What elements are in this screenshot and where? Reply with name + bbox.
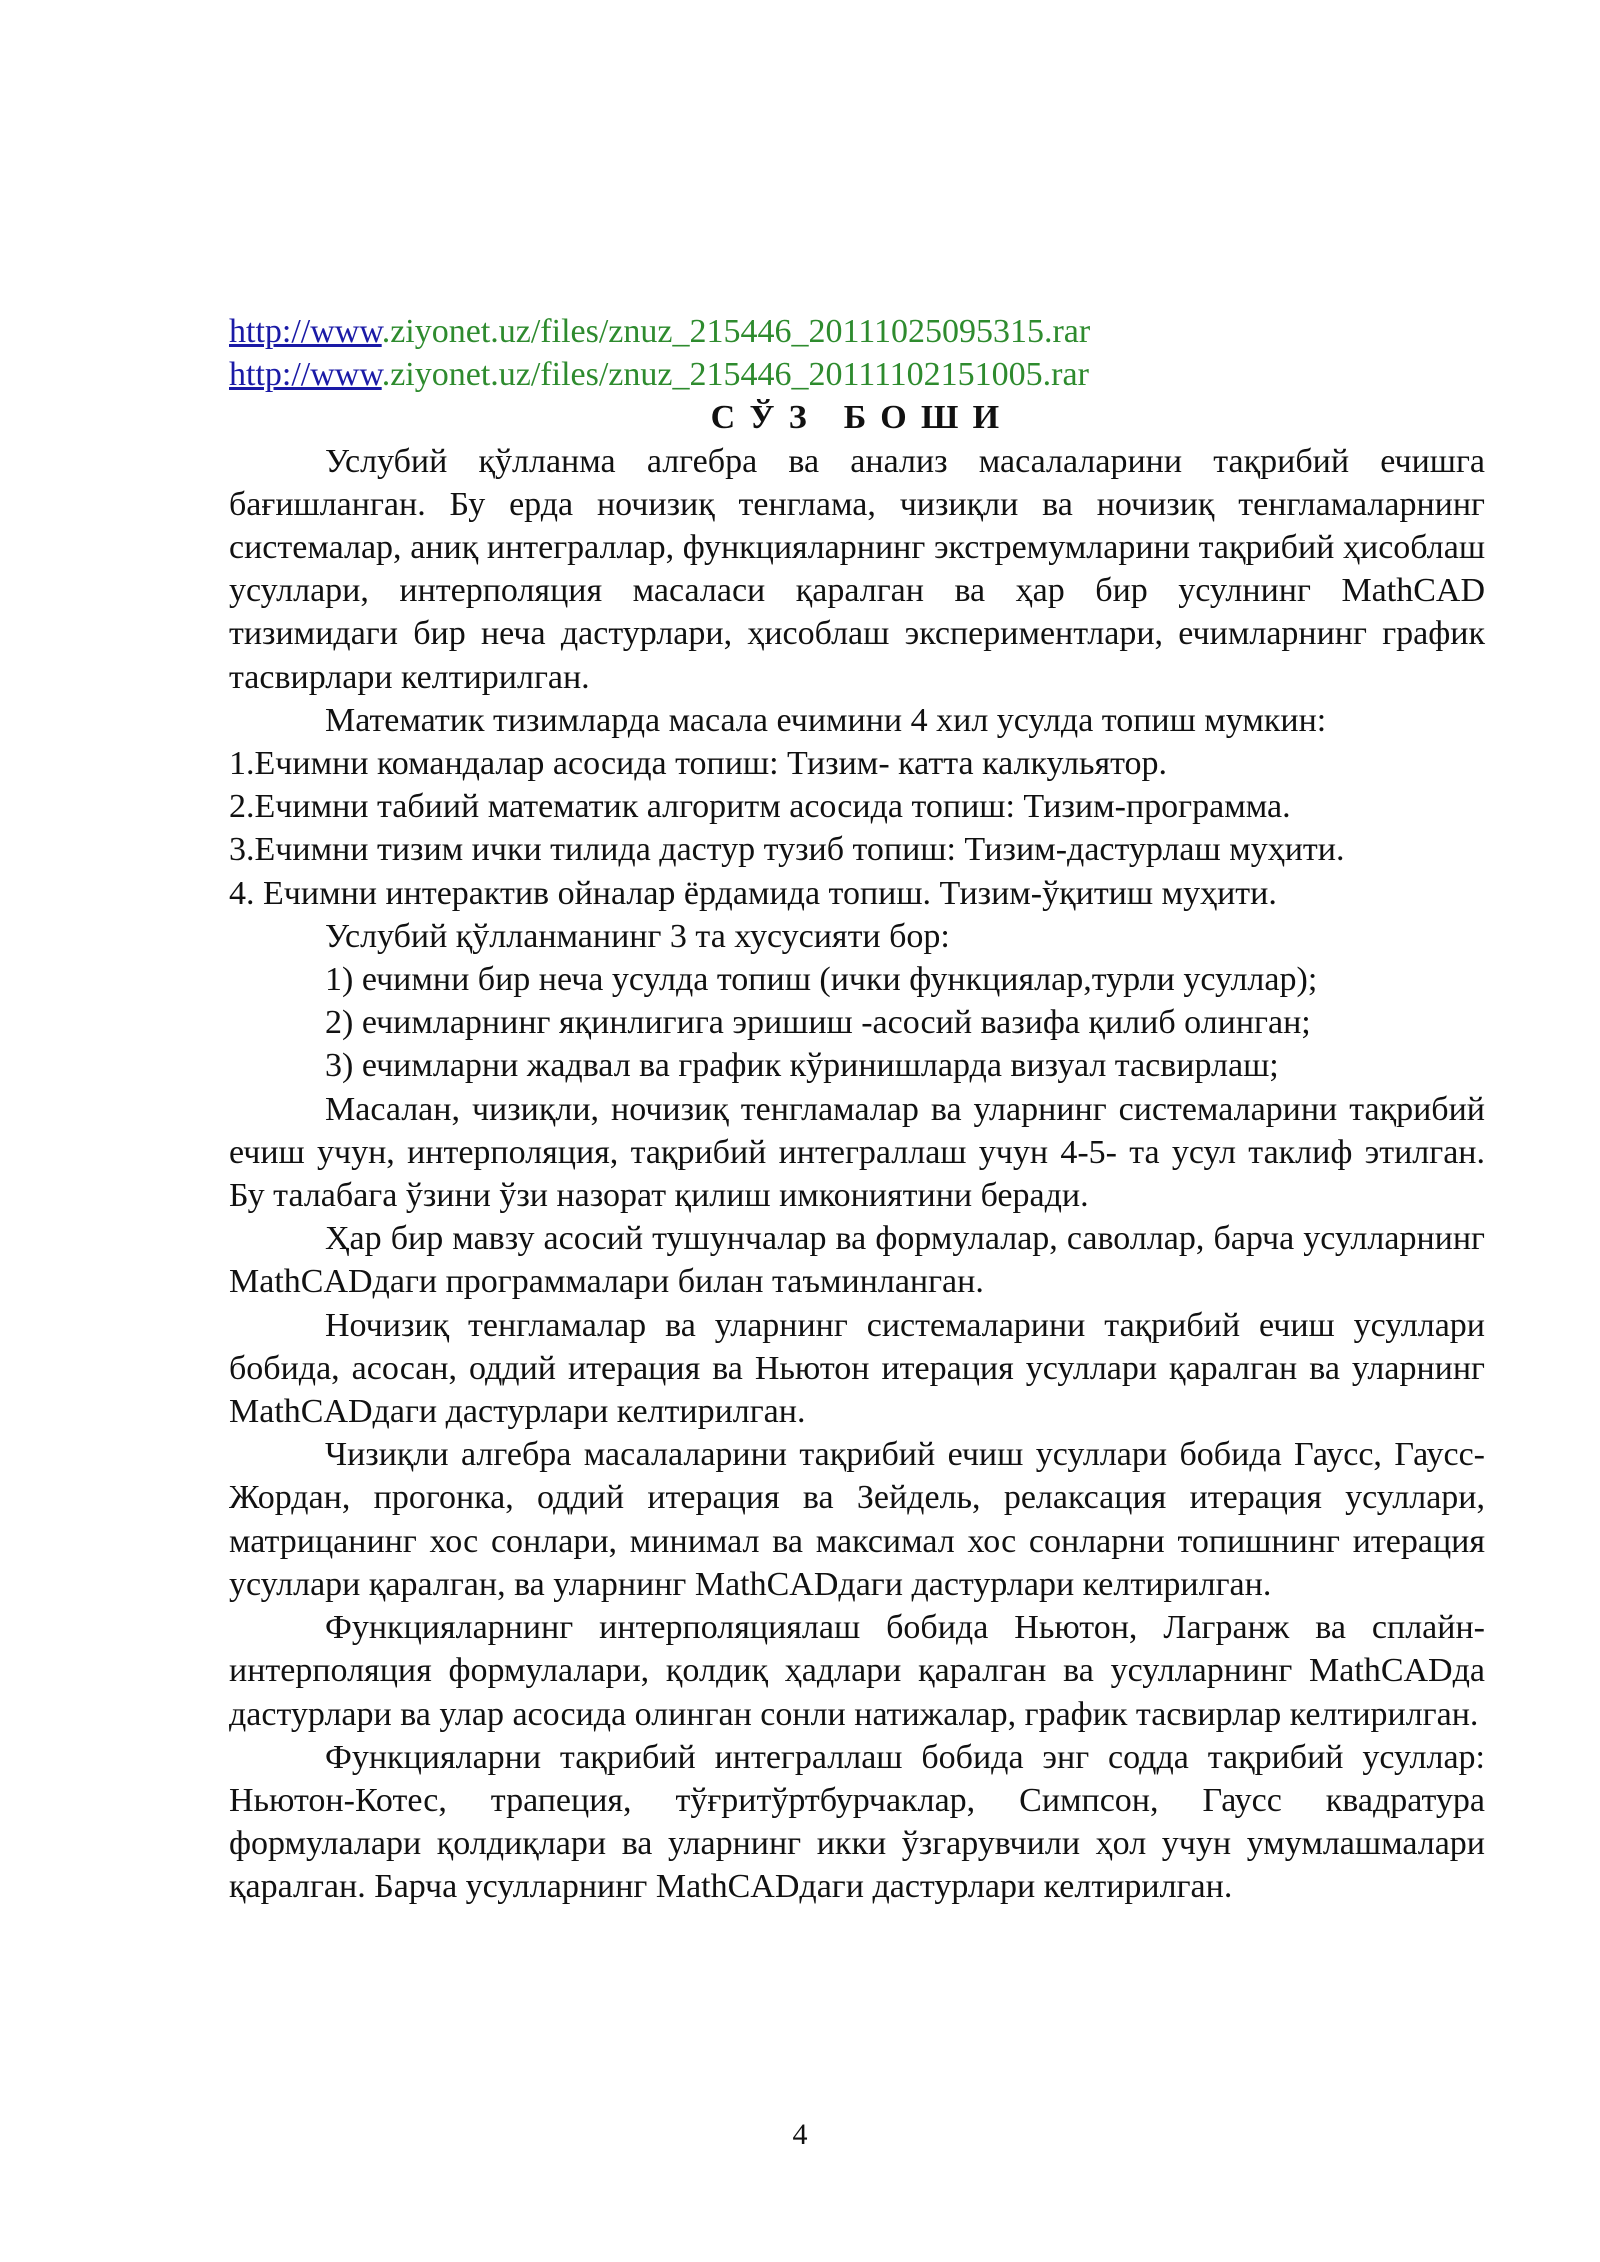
page-number: 4 [792, 2118, 808, 2151]
feature-list-item: 3) ечимларни жадвал ва график кўринишларда визуал тасвирлаш; [325, 1047, 1279, 1085]
link-path[interactable]: .ziyonet.uz/files/znuz_215446_20111102151005.rar [381, 356, 1089, 394]
source-link-2[interactable] [229, 353, 1485, 396]
source-link-1[interactable] [229, 310, 1485, 353]
method-list-item: 4. Ечимни интерактив ойналар ёрдамида топиш. Тизим-ўқитиш муҳити. [229, 874, 1277, 912]
method-list-item: 1.Ечимни командалар асосида топиш: Тизим- катта калкульятор. [229, 745, 1168, 783]
link-protocol[interactable]: http://www [229, 356, 382, 394]
method-list-item: 2.Ечимни табиий математик алгоритм асосида топиш: Тизим-программа. [229, 788, 1291, 826]
section-heading: СЎЗ БОШИ [710, 399, 1014, 437]
methods-intro-paragraph: Математик тизимларда масала ечимини 4 хил усулда топиш мумкин: [325, 701, 1327, 739]
body-paragraph: Функцияларни тақрибий интеграллаш бобида энг содда тақрибий усуллар: Ньютон-Котес, трапеция, тўғритўртбурчаклар, Симпсон, Гаусс квадратура формулалари қолдиқлари ва уларнинг икки ўзгарувчили ҳол учун умумлашмалари қаралган. Барча усулларнинг MathCADдаги дастурлари келтирилган. [229, 1738, 1485, 1906]
feature-list-item: 2) ечимларнинг яқинлигига эришиш -асосий вазифа қилиб олинган; [325, 1004, 1311, 1042]
body-paragraph: Ҳар бир мавзу асосий тушунчалар ва формулалар, саволлар, барча усулларнинг MathCADдаги программалари билан таъминланган. [229, 1220, 1485, 1301]
body-paragraph: Ночизиқ тенгламалар ва уларнинг системаларини тақрибий ечиш усуллари бобида, асосан, оддий итерация ва Ньютон итерация усуллари қаралган ва уларнинг MathCADдаги дастурлари келтирилган. [229, 1306, 1485, 1431]
intro-paragraph: Услубий қўлланма алгебра ва анализ масалаларини тақрибий ечишга бағишланган. Бу ерда ночизиқ тенглама, чизиқли ва ночизиқ тенгламаларнинг системалар, аниқ интеграллар, функцияларнинг экстремумларини тақрибий ҳисоблаш усуллари, интерполяция масаласи қаралган ва ҳар бир усулнинг MathCAD тизимидаги бир неча дастурлари, ҳисоблаш экспериментлари, ечимларнинг график тасвирлари келтирилган. [229, 442, 1485, 696]
body-paragraph: Масалан, чизиқли, ночизиқ тенгламалар ва уларнинг системаларини тақрибий ечиш учун, интерполяция, тақрибий интеграллаш учун 4-5- та усул таклиф этилган. Бу талабага ўзини ўзи назорат қилиш имкониятини беради. [229, 1090, 1485, 1215]
body-paragraph: Функцияларнинг интерполяциялаш бобида Ньютон, Лагранж ва сплайн-интерполяция формулалари, қолдиқ ҳадлари қаралган ва усулларнинг MathCADда дастурлари ва улар асосида олинган сонли натижалар, график тасвирлар келтирилган. [229, 1609, 1485, 1733]
page-content [229, 310, 1485, 1909]
method-list-item: 3.Ечимни тизим ички тилида дастур тузиб топиш: Тизим-дастурлаш муҳити. [229, 831, 1345, 869]
feature-list-item: 1) ечимни бир неча усулда топиш (ички функциялар,турли усуллар); [325, 961, 1318, 999]
features-intro-paragraph: Услубий қўлланманинг 3 та хусусияти бор: [325, 917, 950, 955]
link-protocol[interactable]: http://www [229, 313, 382, 350]
body-paragraph: Чизиқли алгебра масалаларини тақрибий ечиш усуллари бобида Гаусс, Гаусс-Жордан, прогонка, оддий итерация ва Зейдель, релаксация итерация усуллари, матрицанинг хос сонлари, минимал ва максимал хос сонларни топишнинг итерация усуллари қаралган, ва уларнинг MathCADдаги дастурлари келтирилган. [229, 1436, 1485, 1603]
link-path[interactable]: .ziyonet.uz/files/znuz_215446_20111025095315.rar [381, 313, 1091, 350]
